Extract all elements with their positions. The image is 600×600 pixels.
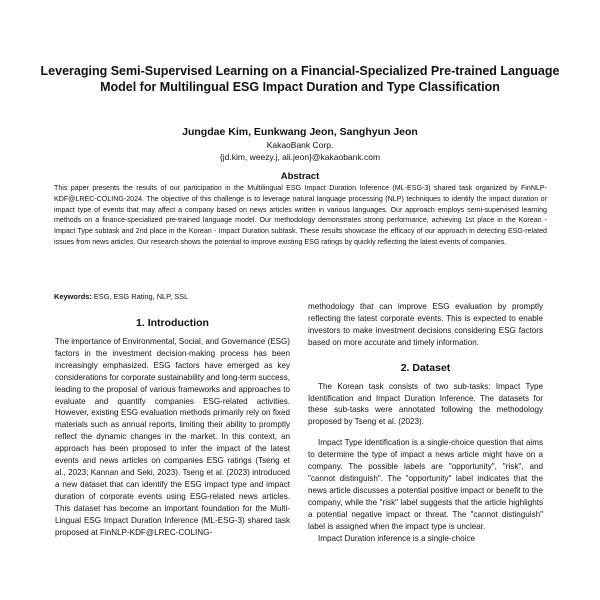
dataset-paragraph: Impact Type identification is a single-choice question that aims to determine the type of impact a news article might have on a company. The possible labels are "opportunity", "risk", and "cannot distinguish". The "opportunity" label indicates that the news article discusses a potential positive impact or benefit to the company, while the "risk" label suggests that the article highlights a potential negative impact or threat. The "cannot distinguish" label is assigned when the impact type is unclear. (308, 438, 543, 531)
abstract-heading: Abstract (280, 171, 320, 182)
dataset-paragraph: Impact Duration inference is a single-choice (318, 533, 476, 543)
right-column (308, 301, 543, 544)
affiliation: KakaoBank Corp. (266, 140, 334, 150)
dataset-heading: 2. Dataset (400, 361, 451, 374)
introduction-paragraph: The importance of Environmental, Social, and Governance (ESG) factors in the investment decision-making process has been increasingly emphasized. ESG factors have emerged as key considerations for corporate sustainability and long-term success, leading to the proposal of various frameworks and approaches to evaluate and quantify companies ESG-related activities. However, existing ESG evaluation methods primarily rely on fixed materials such as annual reports, limiting their ability to promptly reflect the dynamic changes in the market. In this context, an approach has been proposed to infer the impact of the latest events and news articles on companies ESG ratings (Tseng et al., 2023; Kannan and Seki, 2023). Tseng et al. (2023) introduced a new dataset that can identify the ESG impact type and impact duration of corporate events using ESG-related news articles. This dataset has become an important foundation for the Multi-Lingual ESG Impact Duration Inference (ML-ESG-3) shared task proposed at FinNLP-KDF@LREC-COLING- (55, 337, 290, 537)
author-emails: {jd.kim, weezy.j, ali.jeon}@kakaobank.com (219, 152, 381, 162)
paragraph-spacer (308, 428, 543, 437)
section-spacer (308, 349, 543, 361)
keywords-label: Keywords: (54, 292, 92, 301)
introduction-heading: 1. Introduction (136, 317, 209, 329)
author-list: Jungdae Kim, Eunkwang Jeon, Sanghyun Jeon (182, 126, 418, 138)
dataset-paragraph: The Korean task consists of two sub-tasks: Impact Type Identification and Impact Duration Inference. The datasets for these sub-tasks were annotated following the methodology proposed by Tseng et al. (2023). (308, 381, 543, 427)
left-column (55, 316, 290, 538)
abstract-text: This paper presents the results of our participation in the Multilingual ESG Impact Duration Inference (ML-ESG-3) shared task organized by FinNLP-KDF@LREC-COLING-2024. The objective of this challenge is to leverage natural language processing (NLP) techniques to identify the impact duration or impact type of events that may affect a company based on news articles written in various languages. Our approach employs semi-supervised learning methods on a finance-specialized pre-trained language model. Our methodology demonstrates strong performance, achieving 1st place in the Korean - Impact Type subtask and 2nd place in the Korean - Impact Duration subtask. These results showcase the efficacy of our approach in detecting ESG-related issues from news articles. Our research shows the potential to improve existing ESG ratings by quickly reflecting the latest events of companies. (54, 184, 547, 246)
paper-title: Leveraging Semi-Supervised Learning on a Financial-Specialized Pre-trained Language Model for Multilingual ESG Impact Duration and Type Classification (40, 64, 560, 94)
introduction-continuation: methodology that can improve ESG evaluation by promptly reflecting the latest corporate events. This is expected to enable investors to make investment decisions considering ESG factors based on more accurate and timely information. (308, 302, 543, 347)
keywords-list: ESG, ESG Rating, NLP, SSL (91, 292, 189, 301)
